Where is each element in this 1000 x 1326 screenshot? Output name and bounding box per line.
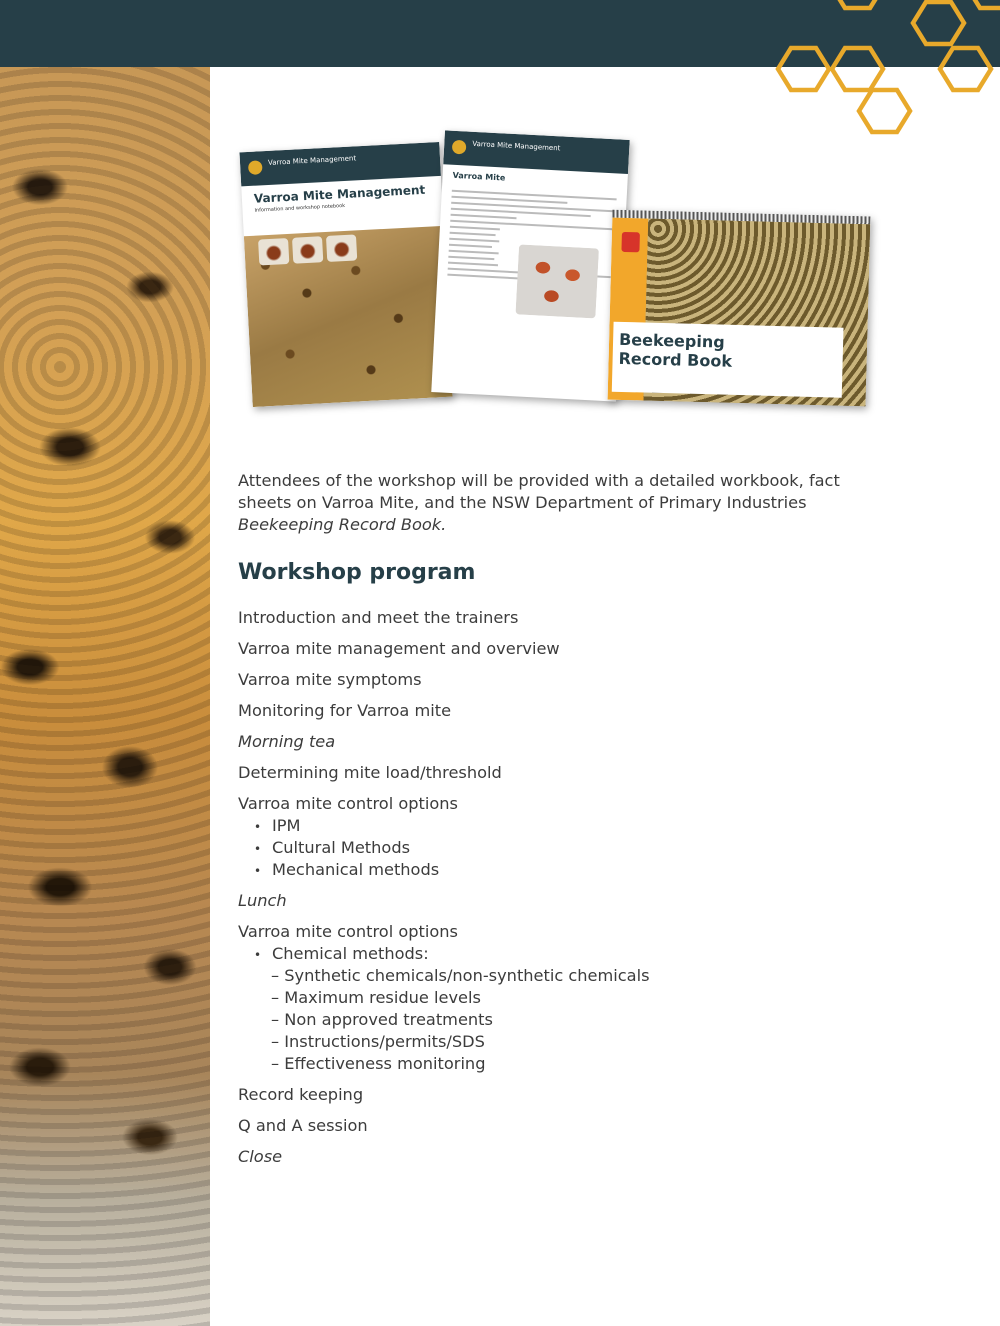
intro-paragraph [238, 470, 878, 536]
bee-logo-icon [452, 140, 467, 155]
program-item: Record keeping [238, 1085, 364, 1104]
program-sub-item: – Maximum residue levels [271, 987, 481, 1009]
workbook-cover [239, 142, 452, 407]
workbook-header-text: Varroa Mite Management [267, 154, 357, 167]
program-bullet: • Cultural Methods [254, 837, 410, 860]
program-break: Morning tea [238, 732, 336, 751]
program-item: Varroa mite management and overview [238, 639, 560, 658]
program-item: Varroa mite symptoms [238, 670, 422, 689]
workbook-title: Varroa Mite Management [253, 182, 426, 206]
program-item: Close [238, 1147, 283, 1166]
workshop-materials-image [238, 125, 878, 425]
honeycomb-decoration-icon [760, 0, 1000, 140]
program-item: Determining mite load/threshold [238, 763, 502, 782]
program-sub-item: – Synthetic chemicals/non-synthetic chemicals [271, 965, 650, 987]
program-item: Varroa mite control options [238, 922, 458, 941]
program-item: Varroa mite control options [238, 794, 458, 813]
program-bullet: • Chemical methods: [254, 943, 429, 966]
program-break: Lunch [238, 891, 287, 910]
program-heading: Workshop program [238, 560, 476, 585]
bee-logo-icon [248, 160, 263, 175]
program-sub-item: – Instructions/permits/SDS [271, 1031, 485, 1053]
intro-text: Attendees of the workshop will be provided with a detailed workbook, fact sheets on Varroa Mite, and the NSW Department of Primary Industries [238, 471, 840, 512]
factsheet-page [431, 130, 629, 401]
varroa-mites-photo [515, 244, 599, 318]
program-item: Introduction and meet the trainers [238, 608, 519, 627]
record-book-cover [608, 210, 871, 407]
nsw-logo-icon [621, 232, 640, 252]
program-item: Q and A session [238, 1116, 368, 1135]
program-bullet: • IPM [254, 815, 301, 838]
record-book-title: Beekeeping Record Book [618, 329, 733, 371]
record-book-label [612, 322, 844, 398]
bees-on-comb-photo [0, 67, 210, 1326]
program-item: Monitoring for Varroa mite [238, 701, 452, 720]
factsheet-header-text: Varroa Mite Management [472, 139, 561, 153]
program-bullet: • Mechanical methods [254, 859, 439, 882]
factsheet-title: Varroa Mite [452, 170, 506, 183]
intro-book-title: Beekeeping Record Book. [238, 515, 447, 534]
program-sub-item: – Effectiveness monitoring [271, 1053, 485, 1075]
mite-thumbnails [258, 234, 357, 265]
program-sub-item: – Non approved treatments [271, 1009, 493, 1031]
workbook-subtitle: Information and workshop notebook [254, 202, 346, 214]
